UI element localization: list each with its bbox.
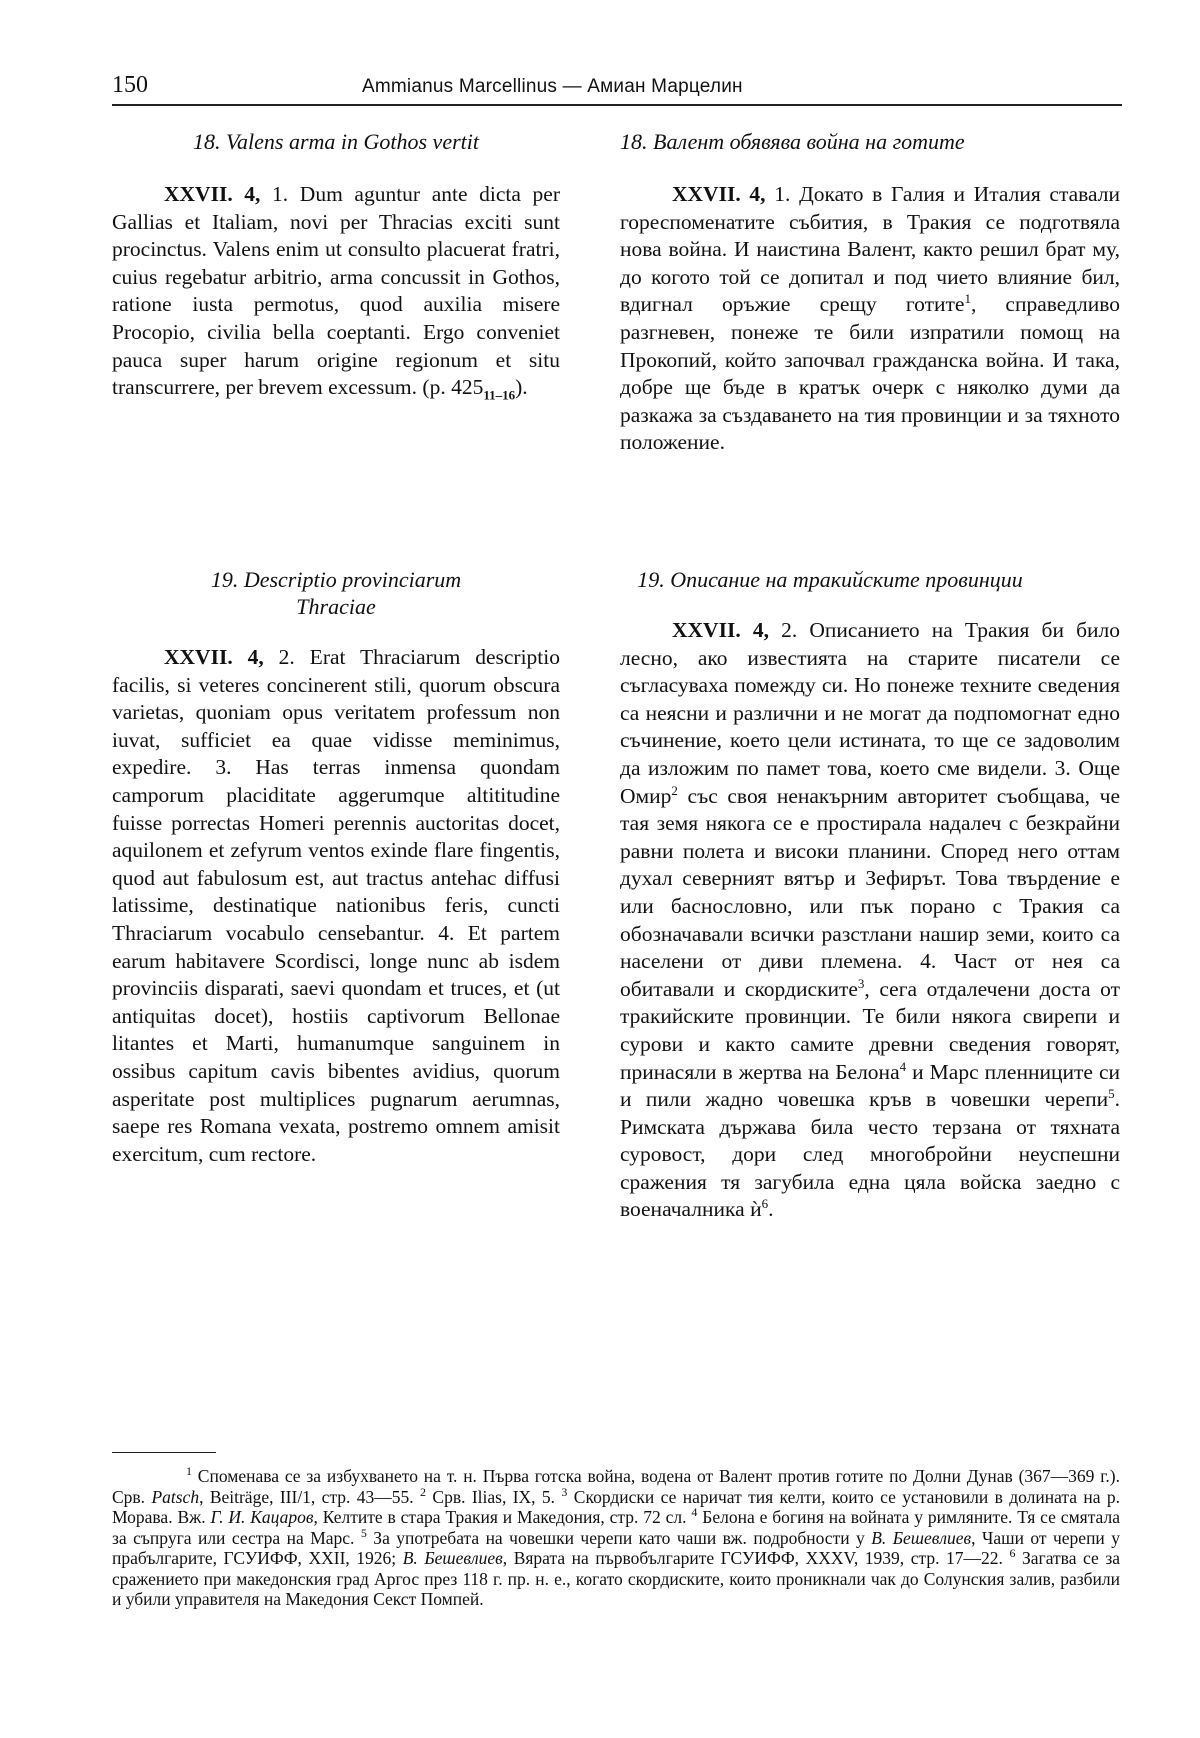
chapter-reference: XXVII. 4, bbox=[672, 182, 766, 206]
section-18-latin bbox=[112, 128, 560, 402]
chapter-reference: XXVII. 4, bbox=[672, 618, 769, 642]
footnote-ref[interactable]: 1 bbox=[964, 291, 971, 307]
footnote-ref[interactable]: 3 bbox=[857, 975, 865, 991]
footnote-ref[interactable]: 2 bbox=[671, 782, 678, 798]
chapter-reference: XXVII. 4, bbox=[164, 182, 261, 206]
footnote-author: В. Бешевлиев bbox=[871, 1527, 972, 1548]
footnote-number: 1 bbox=[186, 1464, 192, 1479]
paragraph-text: . bbox=[768, 1197, 774, 1222]
page-number: 150 bbox=[112, 72, 148, 98]
footnote-text: Скордиски се наричат тия келти, които се установили в долината на р. Морава. Вж. bbox=[112, 1486, 1121, 1527]
footnote-text: , Келтите в стара Тракия и Македония, стр. 72 сл. bbox=[313, 1507, 692, 1527]
footnote-separator bbox=[112, 1452, 216, 1453]
section-18-bulgarian bbox=[620, 128, 1120, 457]
paragraph-text: 1. Dum aguntur ante dicta per Gallias et Italiam, novi per Thracias exciti sunt procinctus. Valens enim ut consulto placuerat fratri, cuius regebatur arbitrio, arma concussit in Gothos, ratione iusta permotus, quod auxilia misere Procopio, civilia bella coeptanti. Ergo conveniet pauca super harum origine regionum et situ transcurrere, per brevem excessum. (p. 425 bbox=[112, 182, 560, 400]
paragraph-text: , справедливо разгневен, понеже те били изпратили помощ на Прокопий, който започвал гражданска война. И така, добре ще бъде в кратък очерк с няколко думи да разкажа за създаването на тия провинции и за тяхното положение. bbox=[620, 292, 1120, 455]
section-19-bulgarian bbox=[620, 566, 1120, 1224]
footnote-text: , Beiträge, III/1, стр. 43—55. bbox=[199, 1486, 414, 1507]
footnote-text: За употребата на човешки черепи като чаши вж. подробности у bbox=[366, 1527, 872, 1548]
footnote-number: 2 bbox=[420, 1484, 427, 1499]
page-header bbox=[112, 72, 1122, 106]
section-title-line: 19. Descriptio provinciarum bbox=[210, 567, 462, 592]
paragraph bbox=[620, 617, 1120, 1224]
paragraph-text: 1. Докато в Галия и Италия ставали гореспоменатите събития, в Тракия се подготвяла нова война. И наистина Валент, както решил брат му, до когото той се допитал и под чието влияние бил, вдигнал оръжие срещу готите bbox=[620, 182, 1120, 317]
paragraph bbox=[620, 181, 1120, 457]
footnote-text: Споменава се за избухването на т. н. Първа готска война, водена от Валент против готите по Долни Дунав (367—369 г.). Срв. bbox=[112, 1466, 1120, 1507]
paragraph-text: ). bbox=[515, 375, 528, 400]
footnote-ref[interactable]: 4 bbox=[899, 1058, 907, 1074]
paragraph-text: и Марс пленниците си и пили жадно човешка кръв в човешки черепи bbox=[620, 1059, 1120, 1112]
footnote-author: В. Бешевлиев bbox=[402, 1548, 503, 1568]
section-title-line: Thraciae bbox=[296, 594, 376, 619]
footnote-author: Patsch bbox=[151, 1486, 200, 1507]
paragraph-text: , сега отдалечени доста от тракийските провинции. Те били някога свирепи и сурови и както самите древни сведения говорят, принасяли в жертва на Белона bbox=[620, 976, 1120, 1084]
footnote-number: 5 bbox=[360, 1525, 367, 1540]
paragraph-text: 2. Erat Thraciarum descriptio facilis, si veteres concinerent stili, quorum obscura varietas, quoniam opus veritatem professum non iuvat, sufficiet ea quae vidisse meminimus, expedire. 3. Has terras inmensa quondam camporum placiditate aggerumque altititudine fuisse porrectas Homeri perennis auctoritas docet, aquilonem et zefyrum ventos exinde flare fingentis, quod aut fabulosum est, aut tractus antehac diffusi latissime, destinatique nationibus feris, cuncti Thraciarum vocabulo censebantur. 4. Et partem earum habitavere Scordisci, longe nunc ab isdem provinciis disparati, saevi quondam et truces, et (ut antiquitas docet), hostiis captivorum Bellonae litantes et Marti, humanumque sanguinem in ossibus capitum cavis bibentes avidius, quorum asperitate post multiplices pugnarum aerumnas, saepe res Romana vexata, postremo omnem amisit exercitum, cum rectore. bbox=[112, 645, 560, 1166]
page-range-subscript: 11–16 bbox=[483, 387, 516, 403]
section-19-latin bbox=[112, 566, 560, 1168]
footnote-text: , Чаши от черепи у прабългарите, ГСУИФФ, XXII, 1926; bbox=[112, 1527, 1120, 1568]
running-title: Ammianus Marcellinus — Амиан Марцелин bbox=[362, 76, 743, 97]
section-title: 19. Описание на тракийските провинции bbox=[637, 567, 1023, 592]
paragraph bbox=[112, 181, 560, 402]
paragraph-text: 2. Описанието на Тракия би било лесно, ако известията на старите писатели се съгласуваха помежду си. Но понеже техните сведения са неясни и различни и не могат да подпомогнат едно съчинение, което цели истината, то ще се задоволим да изложим по памет това, което сме видели. 3. Още Омир bbox=[620, 618, 1120, 808]
section-title: 18. Валент обявява война на готите bbox=[620, 129, 965, 154]
footnote-number: 3 bbox=[561, 1484, 568, 1499]
footnote-ref[interactable]: 5 bbox=[1108, 1085, 1115, 1101]
footnote-text: Загатва се за сражението при македонския град Аргос през 118 г. пр. н. е., когато скордиските, които проникнали чак до Солунския залив, разбили и убили управителя на Македония Секст Помпей. bbox=[112, 1548, 1120, 1609]
footnote-number: 6 bbox=[1009, 1546, 1016, 1561]
paragraph-text: . Римската държава била често терзана от тяхната суровост, дори след многобройни неуспешни сражения тя загубила една цяла войска заедно с военачалника ѝ bbox=[620, 1087, 1120, 1222]
footnote-text: Белона е богиня на войната у римляните. Тя се смятала за съпруга или сестра на Марс. bbox=[112, 1507, 1120, 1548]
header-rule bbox=[112, 104, 1122, 106]
section-title bbox=[112, 566, 560, 620]
section-title: 18. Valens arma in Gothos vertit bbox=[193, 129, 479, 154]
paragraph-text: със своя ненакърним авторитет съобщава, че тая земя някога се е простирала надалеч с безкрайни равни полета и високи планини. Според него оттам духал северният вятър и Зефирът. Това твърдение е или баснословно, или пък порано с Тракия са обозначавали всички разстлани нашир земи, които са населени от диви племена. 4. Част от нея са обитавали и скордиските bbox=[620, 783, 1120, 1001]
chapter-reference: XXVII. 4, bbox=[164, 645, 264, 669]
footnote-text: , Вярата на първобългарите ГСУИФФ, XXXV, 1939, стр. 17—22. bbox=[502, 1548, 1010, 1568]
paragraph bbox=[112, 644, 560, 1168]
footnote-number: 4 bbox=[691, 1505, 698, 1520]
footnote-author: Г. И. Кацаров bbox=[210, 1507, 314, 1527]
footnote-text: Срв. Ilias, IX, 5. bbox=[426, 1486, 562, 1507]
footnotes bbox=[112, 1466, 1120, 1610]
footnote-ref[interactable]: 6 bbox=[761, 1196, 769, 1212]
